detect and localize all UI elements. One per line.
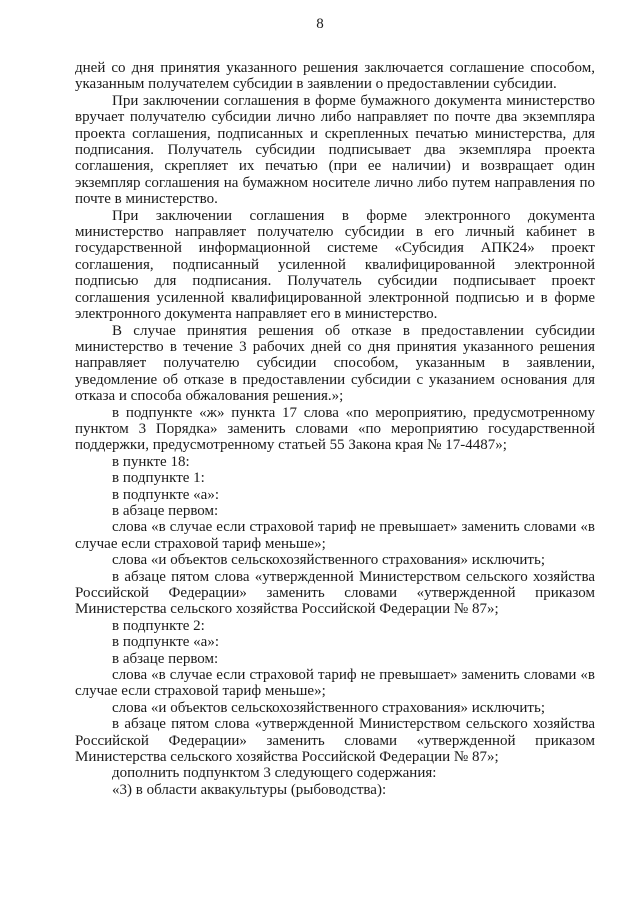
paragraph: При заключении соглашения в форме электронного документа министерство направляет получателю субсидии в его личный кабинет в государственной информационной системе «Субсидия АПК24» проект соглашения, подписанный усиленной квалифицированной электронной подписью для подписания. Получатель субсидии подписывает проект соглашения усиленной квалифицированной электронной подписью и в форме электронного документа направляет его в министерство. (75, 207, 595, 323)
paragraph: В случае принятия решения об отказе в предоставлении субсидии министерство в течение 3 рабочих дней со дня принятия указанного решения направляет получателю субсидии способом, указанным в заявлении, уведомление об отказе в предоставлении субсидии с указанием основания для отказа и способа обжалования решения.»; (75, 322, 595, 405)
paragraph: в подпункте «а»: (112, 634, 219, 651)
paragraph: слова «в случае если страховой тариф не превышает» заменить словами «в случае если страховой тариф меньше»; (75, 519, 595, 552)
paragraph: в абзаце первом: (112, 502, 219, 519)
paragraph: в пункте 18: (112, 453, 190, 470)
paragraph: слова «и объектов сельскохозяйственного страхования» исключить; (112, 552, 545, 569)
paragraph: слова «и объектов сельскохозяйственного страхования» исключить; (112, 699, 545, 716)
page-number: 8 (316, 16, 324, 32)
paragraph: слова «в случае если страховой тариф не превышает» заменить словами «в случае если страховой тариф меньше»; (75, 667, 595, 700)
paragraph: в подпункте 2: (112, 617, 205, 634)
paragraph: в подпункте 1: (112, 470, 205, 487)
paragraph: При заключении соглашения в форме бумажного документа министерство вручает получателю субсидии лично либо направляет по почте два экземпляра проекта соглашения, подписанных и скрепленных печатью министерства, для подписания. Получатель субсидии подписывает два экземпляра проекта соглашения, скрепляет их печатью (при ее наличии) и возвращает один экземпляр соглашения на бумажном носителе лично либо путем направления по почте в министерство. (75, 92, 595, 208)
paragraph: в подпункте «ж» пункта 17 слова «по мероприятию, предусмотренному пунктом 3 Порядка» заменить словами «по мероприятию государственной поддержки, предусмотренному статьей 55 Закона края № 17-4487»; (75, 404, 595, 454)
paragraph: дополнить подпунктом 3 следующего содержания: (112, 765, 437, 782)
paragraph: в абзаце пятом слова «утвержденной Министерством сельского хозяйства Российской Федерации» заменить словами «утвержденной приказом Министерства сельского хозяйства Российской Федерации № 87»; (75, 716, 595, 766)
paragraph: в подпункте «а»: (112, 486, 219, 503)
paragraph: в абзаце первом: (112, 650, 219, 667)
paragraph: «3) в области аквакультуры (рыбоводства): (112, 781, 387, 798)
paragraph: дней со дня принятия указанного решения заключается соглашение способом, указанным получателем субсидии в заявлении о предоставлении субсидии. (75, 60, 595, 93)
document-body (75, 60, 595, 798)
paragraph: в абзаце пятом слова «утвержденной Министерством сельского хозяйства Российской Федерации» заменить словами «утвержденной приказом Министерства сельского хозяйства Российской Федерации № 87»; (75, 568, 595, 618)
